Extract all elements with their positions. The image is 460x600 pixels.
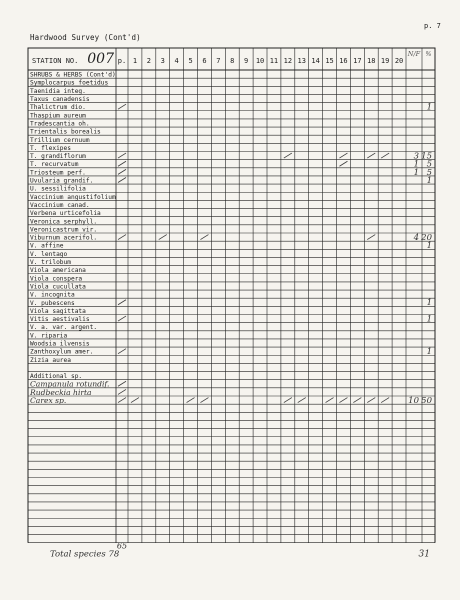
pct-value: 5: [426, 167, 432, 178]
pct-value: 5: [426, 159, 432, 170]
tally-mark: [118, 178, 126, 183]
column-header-5: 5: [188, 57, 193, 65]
nf-value: 10: [408, 395, 419, 406]
species-name: Uvularia grandif.: [30, 177, 94, 185]
additional-species-name: Campanula rotundif.: [30, 379, 110, 389]
tally-mark: [131, 398, 139, 403]
column-header-1: 1: [132, 57, 138, 65]
tally-mark: [200, 398, 208, 403]
tally-mark: [326, 398, 334, 403]
additional-species-name: Carex sp.: [30, 395, 67, 405]
species-name: Thalictrum dio.: [30, 104, 86, 112]
pct-value: 1: [426, 175, 432, 186]
species-name: Veronicastrum vir.: [30, 226, 98, 234]
p-column-header: p.: [117, 57, 127, 65]
column-header-14: 14: [311, 57, 320, 65]
tally-mark: [159, 235, 167, 240]
pct-value: 1: [426, 314, 432, 325]
pct-value: 1: [426, 241, 432, 252]
species-name: Viola americana: [30, 267, 86, 275]
pct-value: 1: [426, 102, 432, 113]
column-header-3: 3: [160, 57, 165, 65]
species-name: Viola conspera: [30, 275, 83, 283]
species-name: Viola sagittata: [30, 307, 86, 315]
tally-mark: [118, 235, 126, 240]
tally-mark: [118, 381, 126, 386]
nf-value: 1: [413, 159, 419, 170]
species-name: V. a. var. argent.: [30, 324, 98, 332]
species-name: Vaccinium canad.: [30, 201, 90, 209]
pct-column-header: %: [425, 50, 432, 58]
tally-mark: [339, 398, 347, 403]
nf-value: 1: [413, 167, 419, 178]
tally-mark: [339, 161, 347, 166]
column-header-20: 20: [394, 57, 404, 65]
pct-value: 1: [426, 347, 432, 358]
column-header-16: 16: [339, 57, 348, 65]
tally-mark: [187, 398, 195, 403]
p-total: 65: [116, 541, 128, 551]
column-header-19: 19: [380, 57, 390, 65]
species-name: T. recurvatum: [30, 161, 79, 169]
column-header-13: 13: [297, 57, 306, 65]
column-header-9: 9: [244, 57, 249, 65]
species-name: Tradescantia oh.: [30, 120, 90, 128]
tally-mark: [118, 104, 126, 109]
tally-mark: [367, 153, 375, 158]
tally-mark: [118, 169, 126, 174]
tally-mark: [381, 153, 389, 158]
column-header-17: 17: [353, 57, 362, 65]
pct-total: 31: [418, 549, 430, 560]
nf-value: 4: [413, 232, 419, 243]
column-header-18: 18: [367, 57, 376, 65]
tally-mark: [118, 349, 126, 354]
pct-value: 50: [421, 395, 432, 406]
species-name: Verbena urticefolia: [30, 210, 101, 218]
species-name: V. incognita: [30, 291, 75, 299]
column-header-4: 4: [174, 57, 179, 65]
tally-mark: [353, 398, 361, 403]
pct-value: 1: [426, 298, 432, 309]
tally-mark: [367, 398, 375, 403]
tally-mark: [284, 153, 292, 158]
column-header-10: 10: [255, 57, 265, 65]
total-species: Total species 78: [50, 549, 120, 560]
species-name: V. lentago: [30, 250, 68, 258]
column-header-6: 6: [202, 57, 207, 65]
tally-mark: [118, 161, 126, 166]
page-number: p. 7: [424, 22, 441, 30]
column-header-8: 8: [230, 57, 235, 65]
column-header-15: 15: [325, 57, 334, 65]
pct-value: 15: [421, 151, 432, 162]
species-name: Vitis aestivalis: [30, 316, 90, 324]
species-name: V. affine: [30, 242, 64, 250]
additional-species-name: Rudbeckia hirta: [30, 387, 92, 397]
survey-title: Hardwood Survey (Cont'd): [30, 33, 141, 42]
station-label: STATION NO.: [32, 57, 79, 65]
species-name: Trientalis borealis: [30, 128, 101, 136]
tally-mark: [118, 300, 126, 305]
additional-heading: Additional sp.: [30, 373, 83, 381]
station-number: 007: [87, 51, 114, 67]
species-name: Symplocarpus foetidus: [30, 79, 109, 87]
species-name: T. flexipes: [30, 144, 71, 152]
species-name: Viburnum acerifol.: [30, 234, 98, 242]
species-name: Veronica serphyll.: [30, 218, 98, 226]
species-name: Trillium cernuum: [30, 136, 90, 144]
species-name: Taenidia integ.: [30, 87, 86, 95]
tally-mark: [339, 153, 347, 158]
species-name: Woodsia ilvensis: [30, 340, 90, 348]
nf-value: 3: [413, 151, 419, 162]
column-header-7: 7: [216, 57, 221, 65]
tally-mark: [118, 389, 126, 394]
tally-mark: [367, 235, 375, 240]
column-header-11: 11: [269, 57, 279, 65]
species-name: Thaspium aureum: [30, 112, 86, 120]
column-header-12: 12: [283, 57, 293, 65]
tally-mark: [298, 398, 306, 403]
species-name: V. pubescens: [30, 299, 75, 307]
tally-mark: [118, 316, 126, 321]
tally-mark: [284, 398, 292, 403]
species-name: Viola cucullata: [30, 283, 86, 291]
tally-mark: [118, 153, 126, 158]
tally-mark: [200, 235, 208, 240]
column-header-2: 2: [146, 57, 151, 65]
species-name: Vaccinium angustifolium: [30, 193, 116, 201]
pct-value: 20: [421, 232, 432, 243]
species-name: Triosteum perf.: [30, 169, 86, 177]
species-name: U. sessilifolia: [30, 185, 86, 193]
nf-column-header: N/F: [407, 50, 421, 58]
tally-mark: [381, 398, 389, 403]
species-name: V. riparia: [30, 332, 68, 340]
species-name: T. grandiflorum: [30, 153, 86, 161]
species-name: V. trilobum: [30, 259, 71, 266]
species-name: Zizia aurea: [30, 356, 71, 364]
section-heading: SHRUBS & HERBS (Cont'd): [30, 71, 116, 79]
species-name: Zanthoxylum amer.: [30, 348, 94, 356]
species-name: Taxus canadensis: [30, 96, 90, 103]
tally-mark: [118, 398, 126, 403]
